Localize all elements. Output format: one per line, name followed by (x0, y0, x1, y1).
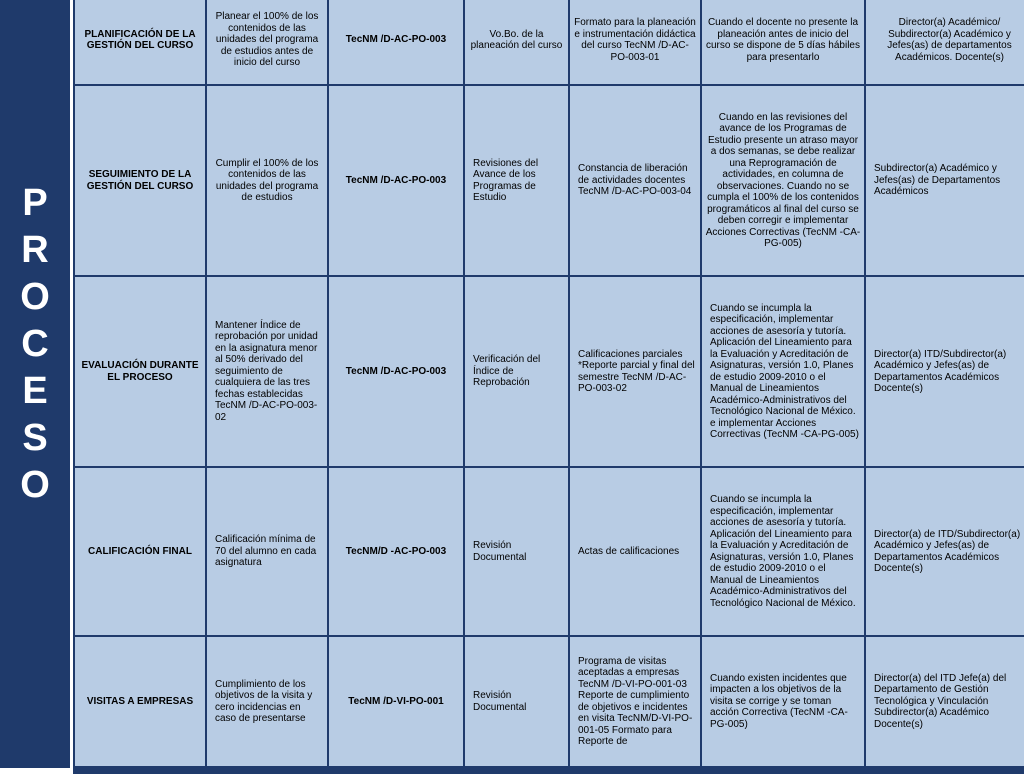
corrective-action-cell: Cuando en las revisiones del avance de los Programas de Estudio presente un atraso mayor a dos semanas, se debe realizar una Reprogramación de actividades, en columna de observaciones. Cuando no se cumpla el 100% de los contenidos programáticos al final del curso se deben corregir e implementar Acciones Correctivas (TecNM -CA-PG-005) (702, 86, 864, 275)
goal-cell: Mantener Índice de reprobación por unidad en la asignatura menor al 50% derivado del seguimiento de cualquiera de las tres fechas establecidas TecNM /D-AC-PO-003-02 (207, 277, 327, 466)
corrective-action-cell: Cuando el docente no presente la planeación antes de inicio del curso se dispone de 5 días hábiles para presentarlo (702, 0, 864, 84)
stage-cell: PLANIFICACIÓN DE LA GESTIÓN DEL CURSO (75, 0, 205, 84)
corrective-action-cell: Cuando existen incidentes que impacten a los objetivos de la visita se corrige y se toman acción Correctiva (TecNM -CA-PG-005) (702, 637, 864, 766)
verification-cell: Vo.Bo. de la planeación del curso (465, 0, 568, 84)
proceso-letter: P (22, 182, 48, 224)
evidence-cell: Programa de visitas aceptadas a empresas TecNM /D-VI-PO-001-03 Reporte de cumplimiento de objetivos e incidentes en visita TecNM/D-VI-PO-001-05 Formato para Reporte de (570, 637, 700, 766)
procedure-code-cell: TecNM /D-AC-PO-003 (329, 277, 463, 466)
stage-cell: EVALUACIÓN DURANTE EL PROCESO (75, 277, 205, 466)
evidence-cell: Actas de calificaciones (570, 468, 700, 635)
goal-cell: Planear el 100% de los contenidos de las unidades del programa de estudios antes de inicio del curso (207, 0, 327, 84)
goal-cell: Cumplimiento de los objetivos de la visita y cero incidencias en caso de presentarse (207, 637, 327, 766)
evidence-cell: Formato para la planeación e instrumentación didáctica del curso TecNM /D-AC-PO-003-01 (570, 0, 700, 84)
evidence-cell: Calificaciones parciales *Reporte parcial y final del semestre TecNM /D-AC-PO-003-02 (570, 277, 700, 466)
verification-cell: Revisión Documental (465, 637, 568, 766)
table-row (75, 637, 1024, 766)
table-row (75, 468, 1024, 635)
proceso-side-band (0, 0, 70, 768)
procedure-code-cell: TecNM/D -AC-PO-003 (329, 468, 463, 635)
goal-cell: Calificación mínima de 70 del alumno en cada asignatura (207, 468, 327, 635)
proceso-letter: C (21, 323, 49, 365)
responsible-cell: Subdirector(a) Académico y Jefes(as) de Departamentos Académicos (866, 86, 1024, 275)
corrective-action-cell: Cuando se incumpla la especificación, implementar acciones de asesoría y tutoría. Aplicación del Lineamiento para la Evaluación y Acreditación de Asignaturas, versión 1.0, Planes de estudio 2009-2010 o el Manual de Lineamientos Académico-Administrativos del Tecnológico Nacional de México. (702, 468, 864, 635)
verification-cell: Revisiones del Avance de los Programas de Estudio (465, 86, 568, 275)
proceso-letter: E (22, 370, 48, 412)
corrective-action-cell: Cuando se incumpla la especificación, implementar acciones de asesoría y tutoría. Aplicación del Lineamiento para la Evaluación y Acreditación de Asignaturas, versión 1.0, Planes de estudio 2009-2010 o el Manual de Lineamientos Académico-Administrativos del Tecnológico Nacional de México. e implementar Acciones Correctivas (TecNM -CA-PG-005) (702, 277, 864, 466)
proceso-letter: R (21, 229, 49, 271)
procedure-code-cell: TecNM /D-VI-PO-001 (329, 637, 463, 766)
process-table-container (73, 0, 1024, 774)
stage-cell: VISITAS A EMPRESAS (75, 637, 205, 766)
table-row (75, 277, 1024, 466)
proceso-letter: O (20, 276, 50, 318)
stage-cell: CALIFICACIÓN FINAL (75, 468, 205, 635)
goal-cell: Cumplir el 100% de los contenidos de las unidades del programa de estudios (207, 86, 327, 275)
table-row (75, 86, 1024, 275)
responsible-cell: Director(a) Académico/ Subdirector(a) Académico y Jefes(as) de departamentos Académicos. Docente(s) (866, 0, 1024, 84)
verification-cell: Verificación del Índice de Reprobación (465, 277, 568, 466)
responsible-cell: Director(a) ITD/Subdirector(a) Académico y Jefes(as) de Departamentos Académicos Docente(s) (866, 277, 1024, 466)
proceso-vertical-label (0, 180, 70, 509)
procedure-code-cell: TecNM /D-AC-PO-003 (329, 0, 463, 84)
proceso-letter: S (22, 417, 48, 459)
process-table (73, 0, 1024, 768)
responsible-cell: Director(a) de ITD/Subdirector(a) Académico y Jefes(as) de Departamentos Académicos Docente(s) (866, 468, 1024, 635)
procedure-code-cell: TecNM /D-AC-PO-003 (329, 86, 463, 275)
stage-cell: SEGUIMIENTO DE LA GESTIÓN DEL CURSO (75, 86, 205, 275)
verification-cell: Revisión Documental (465, 468, 568, 635)
table-row (75, 0, 1024, 84)
responsible-cell: Director(a) del ITD Jefe(a) del Departamento de Gestión Tecnológica y Vinculación Subdirector(a) Académico Docente(s) (866, 637, 1024, 766)
proceso-letter: O (20, 464, 50, 506)
evidence-cell: Constancia de liberación de actividades docentes TecNM /D-AC-PO-003-04 (570, 86, 700, 275)
